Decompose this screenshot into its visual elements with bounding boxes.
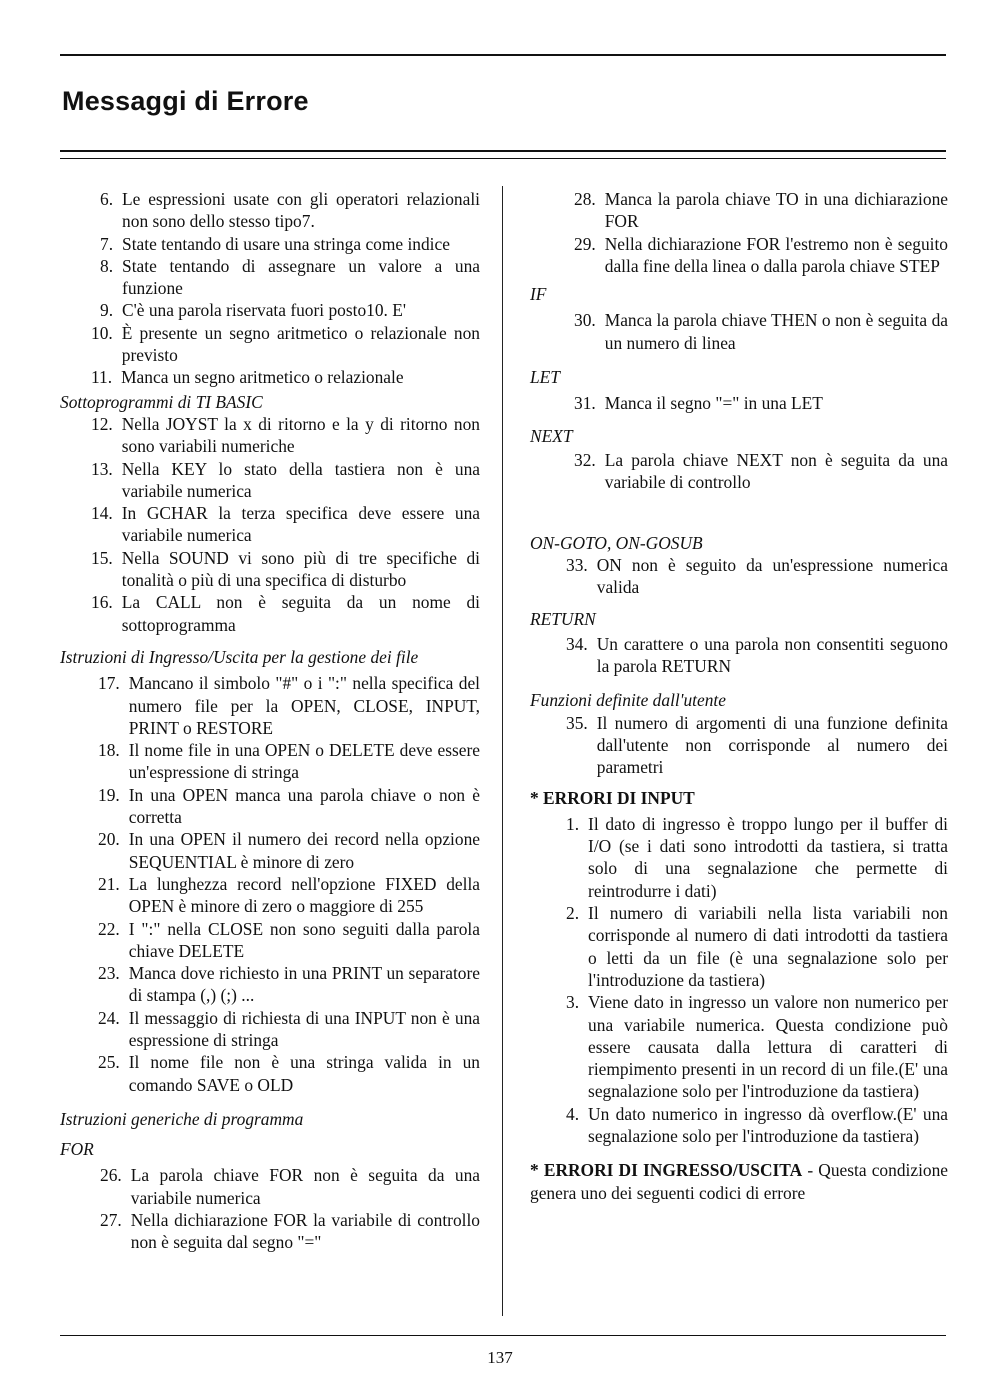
- list-item: [98, 672, 480, 739]
- header-rule-thin: [60, 158, 946, 159]
- list-item: [566, 991, 948, 1102]
- right-column: [530, 188, 948, 1204]
- item-number: 8.: [100, 255, 114, 276]
- section-heading: Istruzioni di Ingresso/Uscita per la gestione dei file: [60, 646, 419, 667]
- item-text: Mancano il simbolo "#" o i ":" nella specifica del numero file per la OPEN, CLOSE, INPUT, PRINT o RESTORE: [128, 673, 480, 738]
- item-text: Manca dove richiesto in una PRINT un separatore di stampa (,) (;) ...: [128, 963, 480, 1006]
- item-text: In una OPEN manca una parola chiave o non è corretta: [128, 784, 480, 828]
- item-text: Nella KEY lo stato della tastiera non è una variabile numerica: [121, 458, 480, 501]
- list-item: [98, 784, 480, 829]
- item-number: 2.: [566, 903, 580, 924]
- item-text: È presente un segno aritmetico o relazionale non previsto: [121, 322, 480, 366]
- left-column: [60, 188, 480, 1254]
- item-text: In GCHAR la terza specifica deve essere una variabile numerica: [121, 503, 480, 546]
- item-number: 19.: [98, 784, 120, 805]
- top-rule: [60, 54, 946, 56]
- list-item: [98, 1007, 480, 1052]
- item-number: 3.: [566, 992, 580, 1013]
- item-text: Il nome file in una OPEN o DELETE deve essere un'espressione di stringa: [128, 740, 480, 783]
- item-number: 34.: [566, 633, 588, 654]
- list-item: [91, 547, 480, 592]
- list-item: [98, 828, 480, 873]
- list-item: [98, 918, 480, 963]
- item-text: Manca la parola chiave THEN o non è seguita da un numero di linea: [604, 310, 948, 353]
- item-text: State tentando di usare una stringa come indice: [122, 233, 450, 254]
- section-heading: LET: [530, 367, 560, 388]
- item-text: Nella SOUND vi sono più di tre specifiche di tonalità o più di una specifica di disturbo: [121, 547, 480, 591]
- item-number: 35.: [566, 712, 588, 733]
- section-heading: NEXT: [530, 425, 573, 446]
- item-text: Le espressioni usate con gli operatori relazionali non sono dello stesso tipo7.: [122, 189, 480, 232]
- item-text: C'è una parola riservata fuori posto10. E': [122, 300, 406, 321]
- list-item: [100, 1164, 480, 1209]
- list-item: [91, 458, 480, 503]
- list-item: [98, 1051, 480, 1096]
- list-item: [574, 309, 948, 354]
- item-text: Nella dichiarazione FOR l'estremo non è seguito dalla fine della linea o dalla parola chiave STEP: [604, 233, 948, 276]
- item-number: 29.: [574, 233, 596, 254]
- item-number: 25.: [98, 1052, 120, 1073]
- item-text: In una OPEN il numero dei record nella opzione SEQUENTIAL è minore di zero: [128, 829, 480, 872]
- list-item: [91, 366, 480, 388]
- item-text: Manca la parola chiave TO in una dichiarazione FOR: [604, 189, 948, 232]
- item-text: La parola chiave FOR non è seguita da una variabile numerica: [130, 1165, 480, 1208]
- list-item: [566, 712, 948, 779]
- list-item: [98, 739, 480, 784]
- io-errors-text: - Questa condizione genera uno dei seguenti codici di errore: [530, 1160, 949, 1203]
- item-number: 22.: [98, 918, 120, 939]
- item-text: La CALL non è seguita da un nome di sottoprogramma: [121, 592, 480, 635]
- item-number: 11.: [91, 367, 113, 388]
- item-number: 1.: [566, 813, 580, 834]
- item-text: Il dato di ingresso è troppo lungo per il buffer di I/O (se i dati sono introdotti da tastiera, si tratta solo di una segnalazione che permette di reintrodurre i dati): [588, 813, 948, 901]
- item-number: 7.: [100, 233, 114, 254]
- section-heading: Istruzioni generiche di programma: [60, 1108, 304, 1129]
- item-text: Viene dato in ingresso un valore non numerico per una variabile numerica. Questa condizione può essere causata dalla lettura di caratteri di riempimento presenti in un record di un file.(E' una segnalazione solo per l'introduzione da tastiera): [588, 992, 948, 1102]
- section-subheading: FOR: [60, 1139, 94, 1160]
- item-number: 21.: [98, 873, 120, 894]
- item-text: Il numero di variabili nella lista variabili non corrisponde al numero di dati introdotti da tastiera o letti da un file (è una segnalazione solo per l'introduzione da tastiera): [588, 903, 948, 990]
- item-number: 33.: [566, 554, 588, 575]
- list-item: [574, 188, 948, 233]
- list-item: [100, 233, 480, 255]
- item-text: ON non è seguito da un'espressione numerica valida: [596, 554, 948, 598]
- item-number: 15.: [91, 547, 113, 568]
- list-item: [574, 392, 948, 414]
- item-text: Manca un segno aritmetico o relazionale: [121, 367, 404, 388]
- item-text: La lunghezza record nell'opzione FIXED della OPEN è minore di zero o maggiore di 255: [128, 873, 480, 917]
- section-heading: ON-GOTO, ON-GOSUB: [530, 532, 703, 553]
- item-number: 12.: [91, 413, 113, 434]
- list-item: [574, 233, 948, 278]
- item-number: 6.: [100, 189, 114, 209]
- item-number: 23.: [98, 963, 120, 984]
- item-number: 4.: [566, 1103, 580, 1124]
- page-title: Messaggi di Errore: [62, 86, 309, 116]
- section-heading: Funzioni definite dall'utente: [530, 690, 726, 711]
- list-item: [91, 322, 480, 367]
- io-errors-paragraph: [530, 1159, 948, 1204]
- list-item: [100, 299, 480, 321]
- list-item: [91, 502, 480, 547]
- item-text: Manca il segno "=" in una LET: [604, 393, 823, 414]
- list-item: [566, 554, 948, 599]
- item-text: Il nome file non è una stringa valida in un comando SAVE o OLD: [128, 1052, 480, 1095]
- list-item: [100, 188, 480, 233]
- column-divider: [502, 186, 503, 1316]
- item-number: 30.: [574, 310, 596, 331]
- item-number: 26.: [100, 1165, 122, 1186]
- item-number: 20.: [98, 829, 120, 850]
- section-heading: IF: [530, 284, 547, 305]
- item-number: 10.: [91, 322, 113, 343]
- item-number: 24.: [98, 1007, 120, 1028]
- item-number: 31.: [574, 393, 596, 414]
- item-text: Il numero di argomenti di una funzione definita dall'utente non corrisponde al numero dei parametri: [596, 712, 948, 778]
- item-number: 18.: [98, 740, 120, 761]
- item-text: Nella dichiarazione FOR la variabile di controllo non è seguita dal segno "=": [130, 1210, 480, 1253]
- section-heading: Sottoprogrammi di TI BASIC: [60, 391, 263, 412]
- list-item: [91, 413, 480, 458]
- item-number: 9.: [100, 300, 114, 321]
- list-item: [566, 1103, 948, 1148]
- section-heading-bold: * ERRORI DI INPUT: [530, 787, 695, 808]
- item-text: Il messaggio di richiesta di una INPUT non è una espressione di stringa: [128, 1007, 480, 1050]
- item-text: Un dato numerico in ingresso dà overflow.(E' una segnalazione solo per l'introduzione da tastiera): [588, 1103, 948, 1146]
- list-item: [566, 902, 948, 991]
- footer-rule: [60, 1335, 946, 1336]
- list-item: [574, 449, 948, 494]
- item-number: 13.: [91, 458, 113, 479]
- list-item: [100, 255, 480, 300]
- item-number: 27.: [100, 1210, 122, 1231]
- list-item: [566, 813, 948, 902]
- section-heading: RETURN: [530, 609, 596, 630]
- header-rule: [60, 150, 946, 152]
- list-item: [100, 1209, 480, 1254]
- list-item: [566, 633, 948, 678]
- item-text: I ":" nella CLOSE non sono seguiti dalla parola chiave DELETE: [128, 918, 480, 961]
- item-text: Un carattere o una parola non consentiti seguono la parola RETURN: [596, 633, 948, 677]
- list-item: [98, 873, 480, 918]
- item-number: 32.: [574, 449, 596, 470]
- item-number: 17.: [98, 673, 120, 694]
- list-item: [98, 962, 480, 1007]
- item-number: 28.: [574, 189, 596, 209]
- page-number: 137: [487, 1348, 513, 1367]
- item-text: Nella JOYST la x di ritorno e la y di ritorno non sono variabili numeriche: [121, 413, 480, 457]
- item-text: State tentando di assegnare un valore a una funzione: [122, 255, 480, 299]
- io-errors-heading: * ERRORI DI INGRESSO/USCITA: [530, 1160, 803, 1181]
- item-number: 14.: [91, 503, 113, 524]
- item-text: La parola chiave NEXT non è seguita da una variabile di controllo: [604, 449, 948, 493]
- list-item: [91, 591, 480, 636]
- item-number: 16.: [91, 592, 113, 613]
